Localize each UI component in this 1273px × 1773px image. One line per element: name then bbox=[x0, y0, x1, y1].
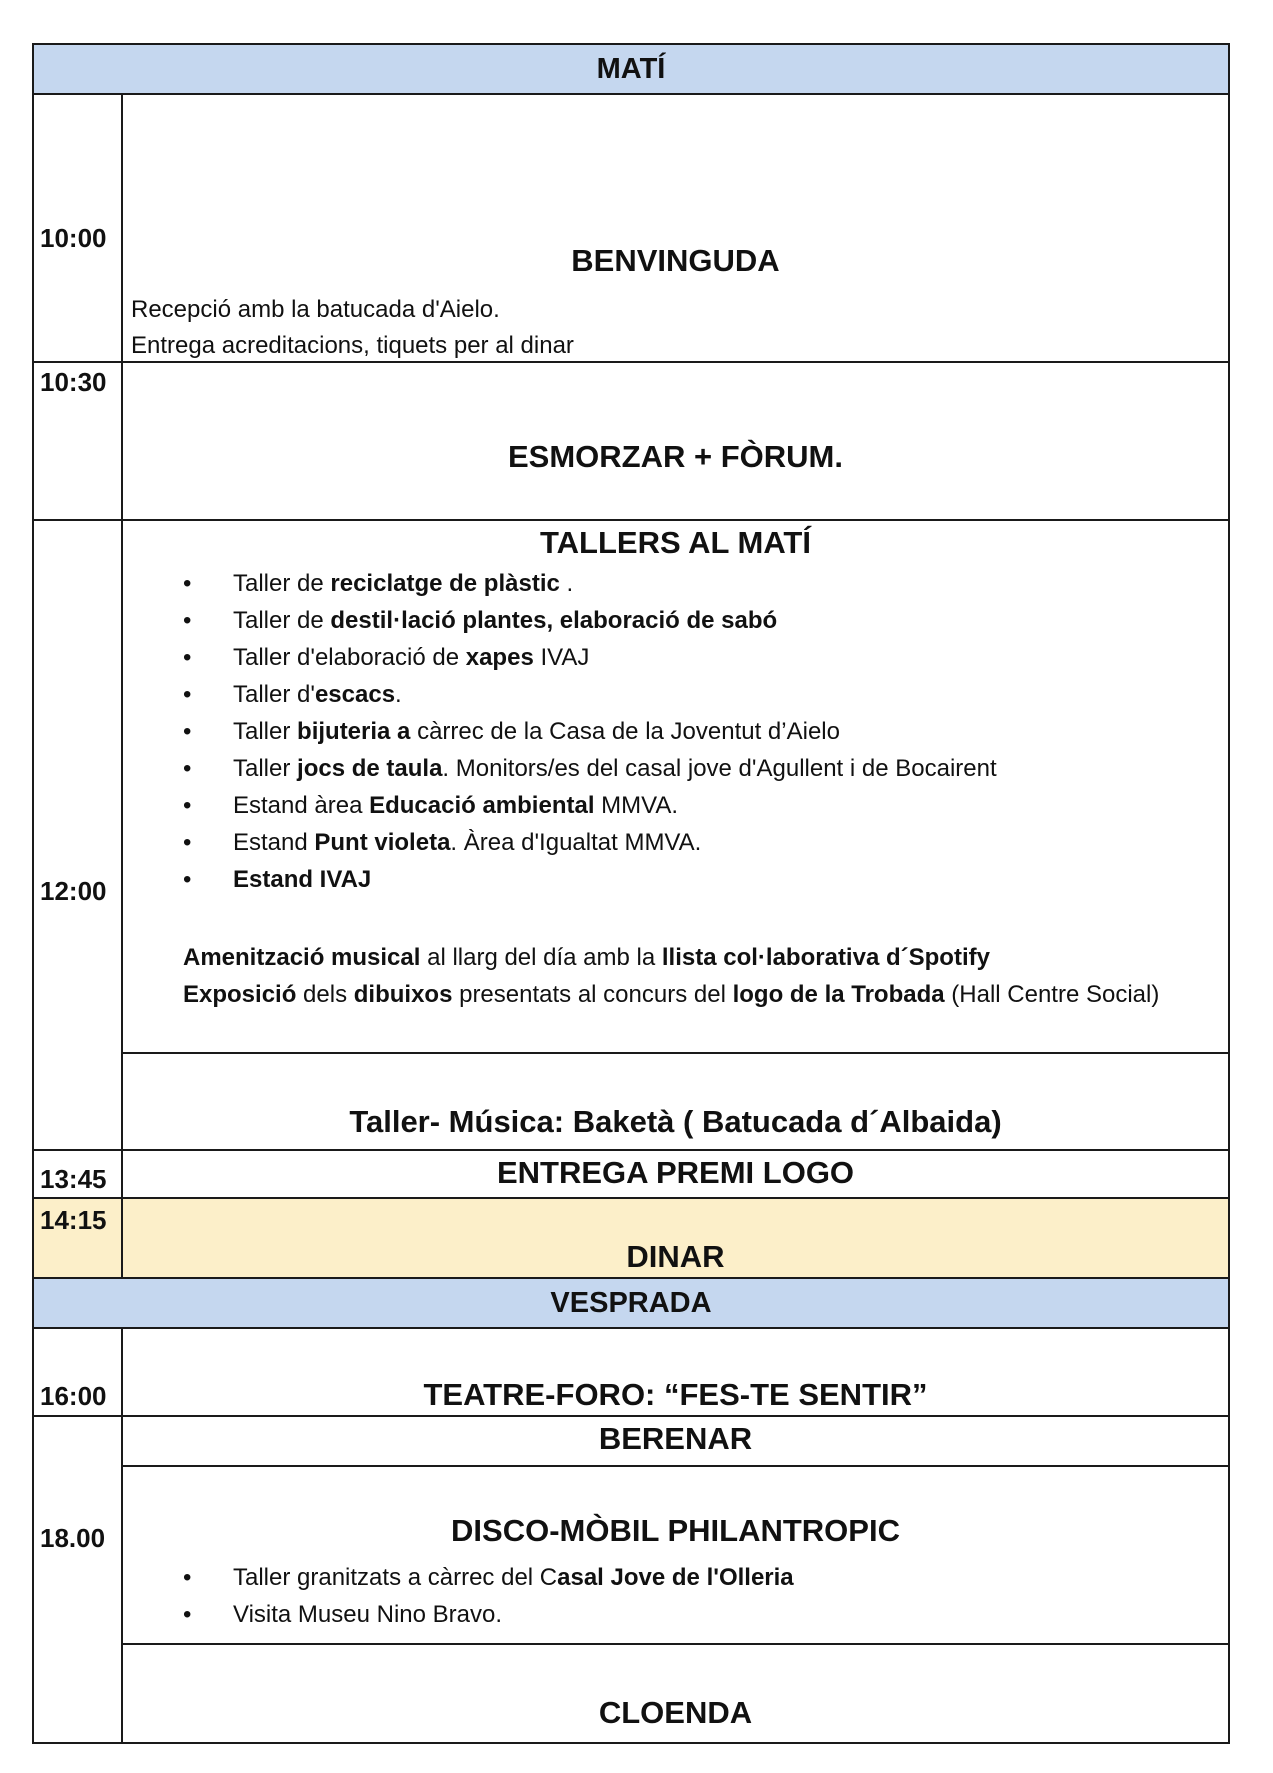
bold-text: logo de la Trobada bbox=[732, 981, 945, 1008]
list-item bbox=[183, 750, 1218, 787]
text-run: Estand àrea bbox=[233, 792, 370, 819]
closing-section bbox=[123, 1643, 1228, 1742]
text-run: (Hall Centre Social) bbox=[944, 981, 1160, 1008]
list-item bbox=[183, 602, 1218, 639]
list-item bbox=[183, 676, 1218, 713]
text-run: . Àrea d'Igualtat MMVA. bbox=[450, 829, 702, 856]
text-run: Taller granitzats a càrrec del C bbox=[233, 1564, 558, 1591]
bold-text: Estand IVAJ bbox=[233, 866, 372, 893]
welcome-title: BENVINGUDA bbox=[571, 243, 780, 278]
schedule-table bbox=[32, 43, 1230, 1744]
workshops-list bbox=[183, 565, 1218, 898]
text-run: Taller bbox=[233, 718, 298, 745]
lunch-row bbox=[34, 1199, 1228, 1279]
bold-text: xapes bbox=[465, 644, 534, 671]
bold-text: bijuteria a bbox=[297, 718, 411, 745]
theatre-time: 16:00 bbox=[40, 1381, 107, 1411]
bold-text: Exposició bbox=[183, 981, 297, 1008]
theatre-cell bbox=[123, 1329, 1228, 1415]
award-title: ENTREGA PREMI LOGO bbox=[496, 1155, 855, 1190]
list-item bbox=[183, 565, 1218, 602]
evening-list bbox=[183, 1559, 1218, 1633]
disco-section bbox=[123, 1465, 1228, 1643]
time-cell bbox=[34, 521, 123, 1149]
text-run: . bbox=[559, 570, 574, 597]
text-run: . bbox=[395, 681, 402, 708]
breakfast-cell bbox=[123, 363, 1228, 519]
text-run: Taller de bbox=[233, 607, 331, 634]
text-run: Taller de bbox=[233, 570, 331, 597]
list-item bbox=[183, 824, 1218, 861]
award-time: 13:45 bbox=[40, 1164, 107, 1194]
workshops-time: 12:00 bbox=[40, 876, 107, 906]
bold-text: llista col·laborativa d´Spotify bbox=[661, 944, 990, 971]
workshops-title: TALLERS AL MATÍ bbox=[540, 525, 811, 560]
welcome-line-2: Entrega acreditacions, tiquets per al dinar bbox=[131, 332, 574, 359]
lunch-cell bbox=[123, 1199, 1228, 1277]
list-item bbox=[183, 713, 1218, 750]
text-run: al llarg del día amb la bbox=[420, 944, 662, 971]
text-run: Estand bbox=[233, 829, 315, 856]
bold-text: asal Jove de l'Olleria bbox=[557, 1564, 794, 1591]
list-item bbox=[183, 639, 1218, 676]
evening-time: 18.00 bbox=[40, 1523, 106, 1553]
text-run: Taller d'elaboració de bbox=[233, 644, 466, 671]
bold-text: Punt violeta bbox=[314, 829, 451, 856]
text-run: MMVA. bbox=[594, 792, 679, 819]
note-line bbox=[183, 976, 1214, 1013]
breakfast-title: ESMORZAR + FÒRUM. bbox=[508, 439, 843, 474]
theatre-title: TEATRE-FORO: “FES-TE SENTIR” bbox=[423, 1377, 928, 1412]
welcome-row bbox=[34, 95, 1228, 363]
afternoon-header bbox=[34, 1279, 1228, 1329]
list-item bbox=[183, 1596, 1218, 1633]
lunch-time: 14:15 bbox=[40, 1205, 107, 1235]
afternoon-header-label: VESPRADA bbox=[550, 1287, 712, 1319]
welcome-time: 10:00 bbox=[40, 223, 107, 253]
workshops-cell bbox=[123, 521, 1228, 1149]
workshops-row bbox=[34, 521, 1228, 1151]
bold-text: escacs bbox=[314, 681, 396, 708]
morning-header-label: MATÍ bbox=[596, 53, 666, 85]
award-row bbox=[34, 1151, 1228, 1199]
snack-section bbox=[123, 1417, 1228, 1465]
lunch-title: DINAR bbox=[626, 1239, 725, 1274]
time-cell bbox=[34, 1151, 123, 1197]
text-run: Visita Museu Nino Bravo. bbox=[233, 1601, 503, 1628]
closing-title: CLOENDA bbox=[598, 1695, 753, 1730]
text-run: presentats al concurs del bbox=[452, 981, 733, 1008]
music-workshop-section bbox=[123, 1052, 1228, 1149]
list-item bbox=[183, 787, 1218, 824]
breakfast-row bbox=[34, 363, 1228, 521]
list-item bbox=[183, 861, 1218, 898]
bold-text: destil·lació plantes, elaboració de sabó bbox=[330, 607, 778, 634]
text-run: Taller bbox=[233, 755, 298, 782]
bold-text: Educació ambiental bbox=[369, 792, 595, 819]
welcome-line-1: Recepció amb la batucada d'Aielo. bbox=[131, 296, 500, 323]
disco-title: DISCO-MÒBIL PHILANTROPIC bbox=[451, 1513, 900, 1548]
workshops-list-section bbox=[123, 521, 1228, 1052]
bold-text: jocs de taula bbox=[297, 755, 443, 782]
time-cell bbox=[34, 1417, 123, 1742]
bold-text: reciclatge de plàstic bbox=[330, 570, 560, 597]
text-run: càrrec de la Casa de la Joventut d’Aielo bbox=[410, 718, 840, 745]
text-run: IVAJ bbox=[533, 644, 590, 671]
time-cell bbox=[34, 363, 123, 519]
bold-text: Amenització musical bbox=[183, 944, 421, 971]
evening-row bbox=[34, 1417, 1228, 1742]
text-run: Taller d' bbox=[233, 681, 315, 708]
time-cell bbox=[34, 1199, 123, 1277]
music-workshop-title: Taller- Música: Baketà ( Batucada d´Albaida) bbox=[349, 1104, 1002, 1139]
text-run: . Monitors/es del casal jove d'Agullent i de Bocairent bbox=[442, 755, 997, 782]
morning-header bbox=[34, 45, 1228, 95]
list-item bbox=[183, 1559, 1218, 1596]
award-cell bbox=[123, 1151, 1228, 1197]
evening-cell bbox=[123, 1417, 1228, 1742]
theatre-row bbox=[34, 1329, 1228, 1417]
time-cell bbox=[34, 95, 123, 361]
time-cell bbox=[34, 1329, 123, 1415]
workshops-notes bbox=[183, 939, 1214, 1013]
snack-title: BERENAR bbox=[598, 1421, 753, 1456]
breakfast-time: 10:30 bbox=[40, 367, 107, 397]
note-line bbox=[183, 939, 1214, 976]
text-run: dels bbox=[296, 981, 354, 1008]
bold-text: dibuixos bbox=[353, 981, 453, 1008]
welcome-cell bbox=[123, 95, 1228, 361]
